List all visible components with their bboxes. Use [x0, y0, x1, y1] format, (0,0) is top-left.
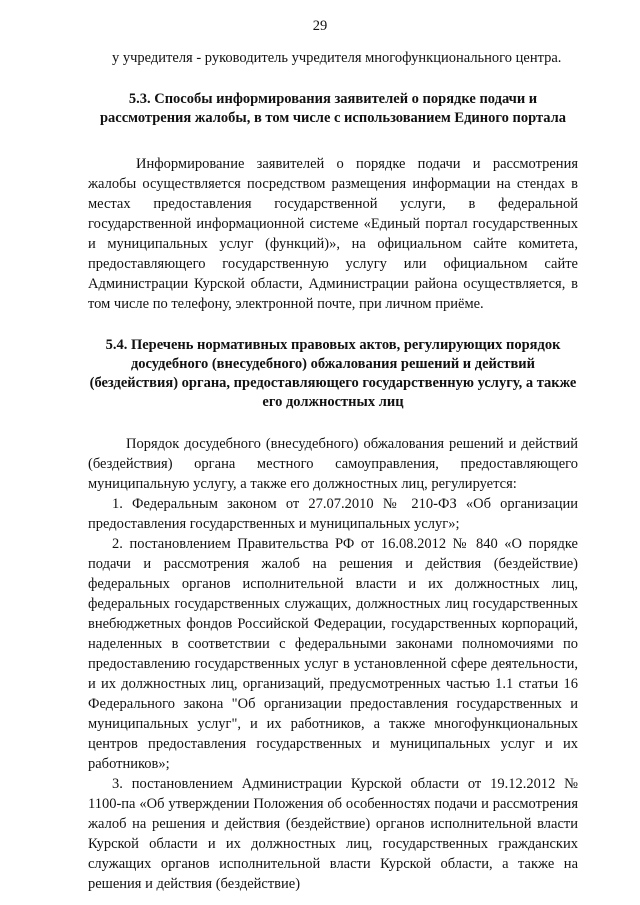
intro-paragraph: у учредителя - руководитель учредителя многофункционального центра. [112, 50, 562, 66]
list-item: 3. постановлением Администрации Курской области от 19.12.2012 № 1100-па «Об утверждении Положения об особенностях подачи и рассмотрения жалоб на решения и действия (бездействие) органов исполнительной власти Курской области и их должностных лиц, государственных гражданских служащих органов исполнительной власти Курской области, а также на решения и действия (бездействие) [88, 776, 578, 892]
section-5-3-paragraph: Информирование заявителей о порядке подачи и рассмотрения жалобы осуществляется посредством размещения информации на стендах в местах предоставления государственной услуги, в федеральной государственной информационной системе «Единый портал государственных и муниципальных услуг (функций)», на официальном сайте комитета, предоставляющего государственную услугу или официальном сайте Администрации Курской области, Администрации района осуществляется, в том числе по телефону, электронной почте, при личном приёме. [88, 156, 578, 312]
list-item: 1. Федеральным законом от 27.07.2010 № 210-ФЗ «Об организации предоставления государственных и муниципальных услуг»; [88, 496, 578, 532]
spacer [88, 68, 578, 90]
section-5-4-intro: Порядок досудебного (внесудебного) обжалования решений и действий (бездействия) органа местного самоуправления, предоставляющего муниципальную услугу, а также его должностных лиц, регулируется: [88, 436, 578, 492]
spacer [88, 314, 578, 336]
spacer [88, 412, 578, 434]
list-item: 2. постановлением Правительства РФ от 16.08.2012 № 840 «О порядке подачи и рассмотрения жалоб на решения и действия (бездействие) федеральных органов исполнительной власти и их должностных лиц, федеральных государственных служащих, должностных лиц государственных внебюджетных фондов Российской Федерации, государственных корпораций, наделенных в соответствии с федеральными законами полномочиями по предоставлению государственных услуг в установленной сфере деятельности, и их должностных лиц, организаций, предусмотренных частью 1.1 статьи 16 Федерального закона "Об организации предоставления государственных и муниципальных услуг", и их работников, а также многофункциональных центров предоставления государственных и муниципальных услуг и их работников»; [88, 536, 578, 772]
section-5-3-heading: 5.3. Способы информирования заявителей о порядке подачи и рассмотрения жалобы, в том числе с использованием Единого портала [99, 91, 567, 126]
section-5-4-heading: 5.4. Перечень нормативных правовых актов, регулирующих порядок досудебного (внесудебного) обжалования решений и действий (бездействия) органа, предоставляющего государственную услугу, а также его должностных лиц [89, 337, 577, 410]
spacer [88, 128, 578, 154]
document-body [88, 48, 578, 894]
page-number: 29 [312, 18, 328, 34]
